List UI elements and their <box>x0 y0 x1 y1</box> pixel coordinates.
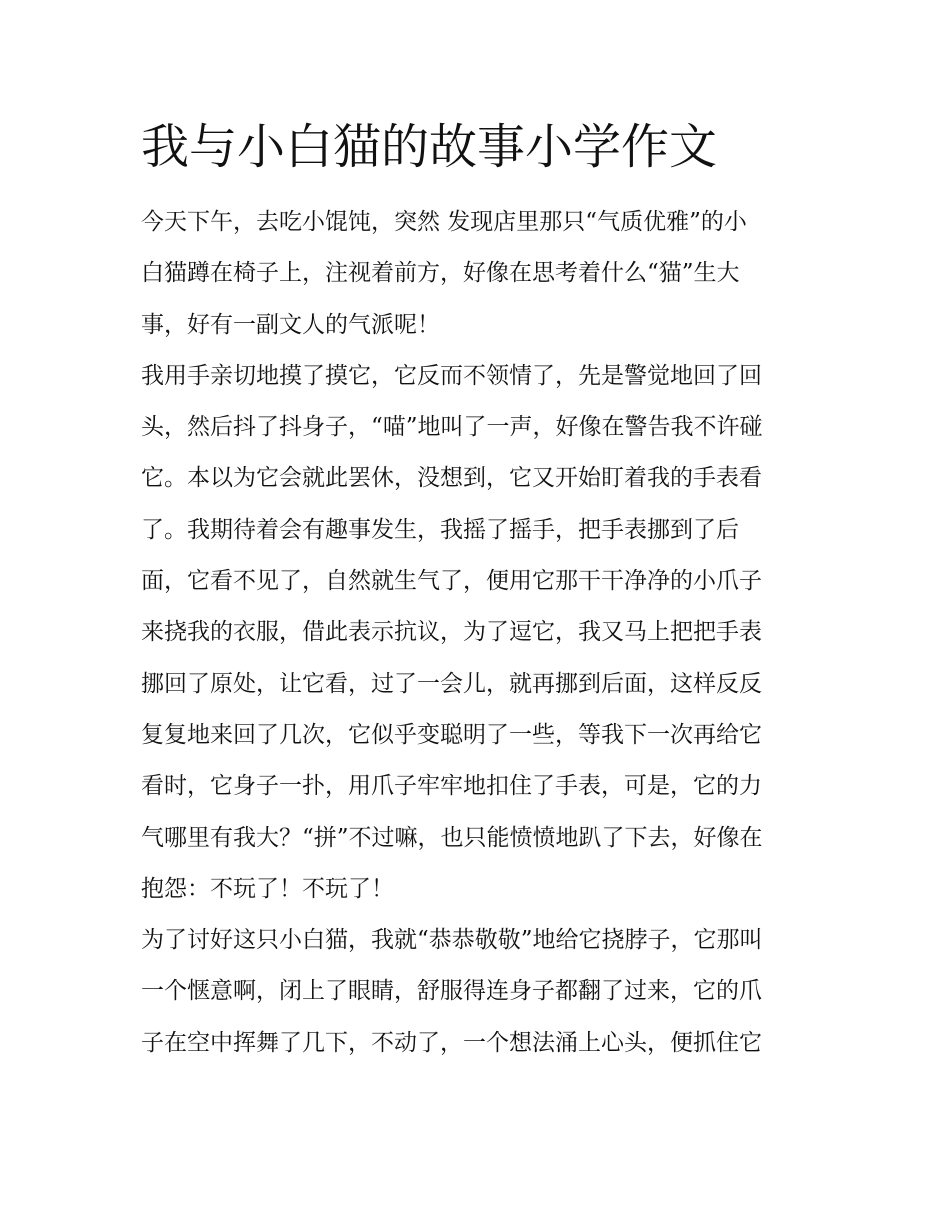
document-title: 我与小白猫的故事小学作文 <box>141 119 718 175</box>
text-line: 我用手亲切地摸了摸它，它反而不领情了，先是警觉地回了回 <box>141 362 762 389</box>
text-line: 头，然后抖了抖身子，“喵”地叫了一声，好像在警告我不许碰 <box>141 414 763 441</box>
document-content <box>141 117 817 1069</box>
text-line: 它。本以为它会就此罢休，没想到，它又开始盯着我的手表看 <box>141 465 762 492</box>
text-line: 来挠我的衣服，借此表示抗议，为了逗它，我又马上把把手表 <box>141 619 762 646</box>
text-line: 一个惬意啊，闭上了眼睛，舒服得连身子都翻了过来，它的爪 <box>141 978 762 1005</box>
text-line: 看时，它身子一扑，用爪子牢牢地扣住了手表，可是，它的力 <box>141 773 762 800</box>
document-body <box>141 197 817 1069</box>
text-line: 抱怨：不玩了！不玩了！ <box>141 875 394 902</box>
text-line: 事，好有一副文人的气派呢！ <box>141 311 440 338</box>
text-line: 子在空中挥舞了几下，不动了，一个想法涌上心头，便抓住它 <box>141 1029 762 1056</box>
text-line: 挪回了原处，让它看，过了一会儿，就再挪到后面，这样反反 <box>141 670 762 697</box>
text-line: 为了讨好这只小白猫，我就“恭恭敬敬”地给它挠脖子，它那叫 <box>141 927 763 954</box>
text-line: 了。我期待着会有趣事发生，我摇了摇手，把手表挪到了后 <box>141 516 739 543</box>
text-line: 白猫蹲在椅子上，注视着前方，好像在思考着什么“猫”生大 <box>141 260 740 287</box>
text-line: 气哪里有我大？“拼”不过嘛，也只能愤愤地趴了下去，好像在 <box>141 824 763 851</box>
text-line: 面，它看不见了，自然就生气了，便用它那干干净净的小爪子 <box>141 568 762 595</box>
text-line: 复复地来回了几次，它似乎变聪明了一些，等我下一次再给它 <box>141 721 762 748</box>
text-line: 今天下午，去吃小馄饨，突然 发现店里那只“气质优雅”的小 <box>141 209 747 235</box>
